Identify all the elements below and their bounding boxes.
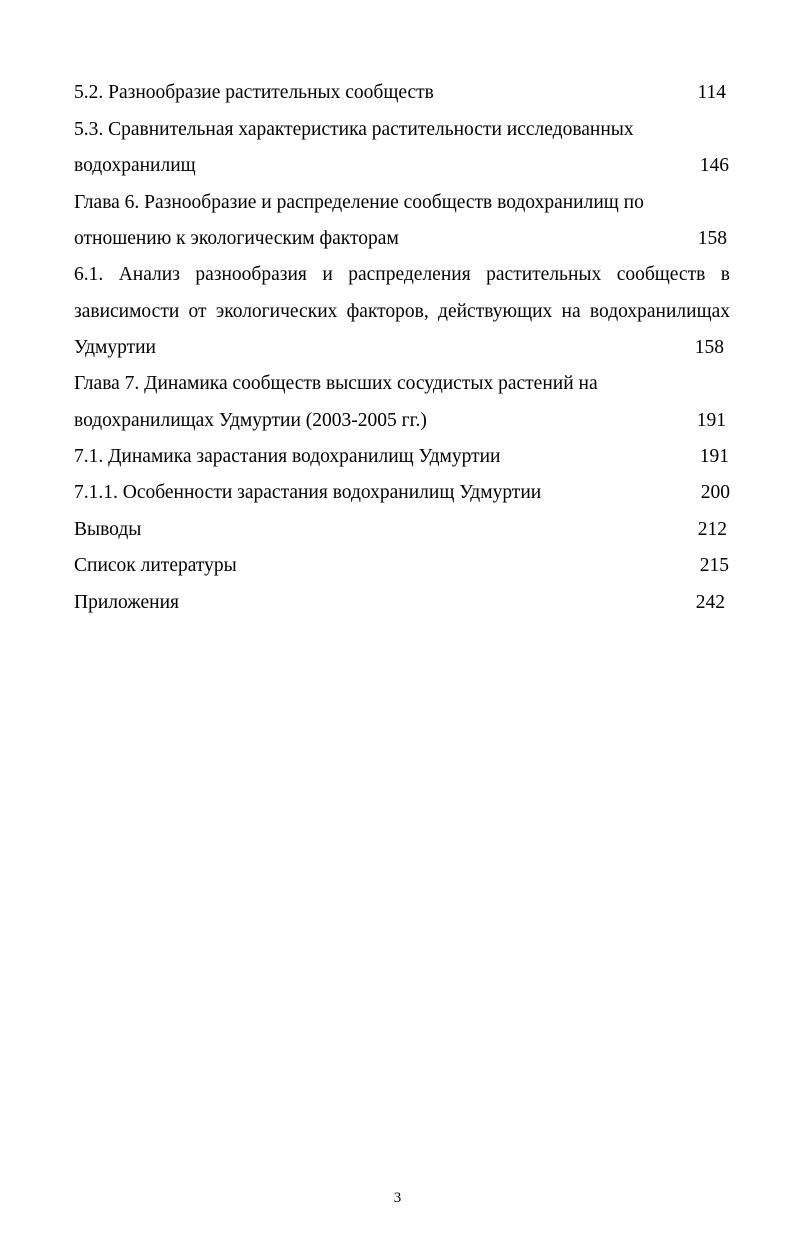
toc-entry-page: 158 <box>694 337 724 358</box>
toc-entry-text: Список литературы <box>74 555 237 576</box>
toc-entry-5-3-line1 <box>74 115 730 145</box>
toc-entry-appendices <box>74 588 730 618</box>
toc-entry-text: водохранилищах Удмуртии (2003-2005 гг.) <box>74 410 427 431</box>
toc-entry-chapter-6-line1 <box>74 188 730 218</box>
toc-entry-6-1-line2 <box>74 297 730 327</box>
toc-entry-text: 5.2. Разнообразие растительных сообществ <box>74 82 434 103</box>
toc-entry-6-1-line3 <box>74 333 730 363</box>
toc-entry-text: 5.3. Сравнительная характеристика растительности исследованных <box>74 119 634 140</box>
toc-entry-text: Приложения <box>74 592 179 613</box>
toc-entry-references <box>74 551 730 581</box>
toc-entry-5-3-line2 <box>74 151 730 181</box>
toc-entry-text: 6.1. Анализ разнообразия и распределения растительных сообществ в <box>74 264 730 285</box>
toc-entry-chapter-6-line2 <box>74 224 730 254</box>
toc-entry-text: водохранилищ <box>74 155 196 176</box>
toc-entry-5-2 <box>74 78 730 108</box>
toc-entry-page: 158 <box>697 228 727 249</box>
toc-entry-text: Глава 7. Динамика сообществ высших сосудистых растений на <box>74 373 598 394</box>
toc-entry-chapter-7-line2 <box>74 406 730 436</box>
toc-entry-text: отношению к экологическим факторам <box>74 228 399 249</box>
toc-entry-page: 212 <box>697 519 727 540</box>
toc-entry-page: 242 <box>695 592 725 613</box>
toc-entry-text: 7.1.1. Особенности зарастания водохранилищ Удмуртии <box>74 482 542 503</box>
toc-entry-conclusions <box>74 515 730 545</box>
toc-entry-page: 200 <box>700 482 730 503</box>
toc-entry-7-1-1 <box>74 478 730 508</box>
toc-entry-page: 146 <box>699 155 729 176</box>
toc-entry-page: 215 <box>699 555 729 576</box>
toc-entry-chapter-7-line1 <box>74 369 730 399</box>
toc-entry-text: зависимости от экологических факторов, действующих на водохранилищах <box>74 301 730 322</box>
toc-entry-page: 191 <box>696 410 726 431</box>
toc-entry-6-1-line1 <box>74 260 730 290</box>
toc-entry-page: 114 <box>697 82 726 103</box>
toc-entry-text: Выводы <box>74 519 142 540</box>
page-number: 3 <box>393 1190 402 1206</box>
toc-entry-text: 7.1. Динамика зарастания водохранилищ Удмуртии <box>74 446 501 467</box>
toc-entry-page: 191 <box>699 446 729 467</box>
toc-entry-7-1 <box>74 442 730 472</box>
toc-entry-text: Глава 6. Разнообразие и распределение сообществ водохранилищ по <box>74 192 644 213</box>
toc-entry-text: Удмуртии <box>74 337 156 358</box>
